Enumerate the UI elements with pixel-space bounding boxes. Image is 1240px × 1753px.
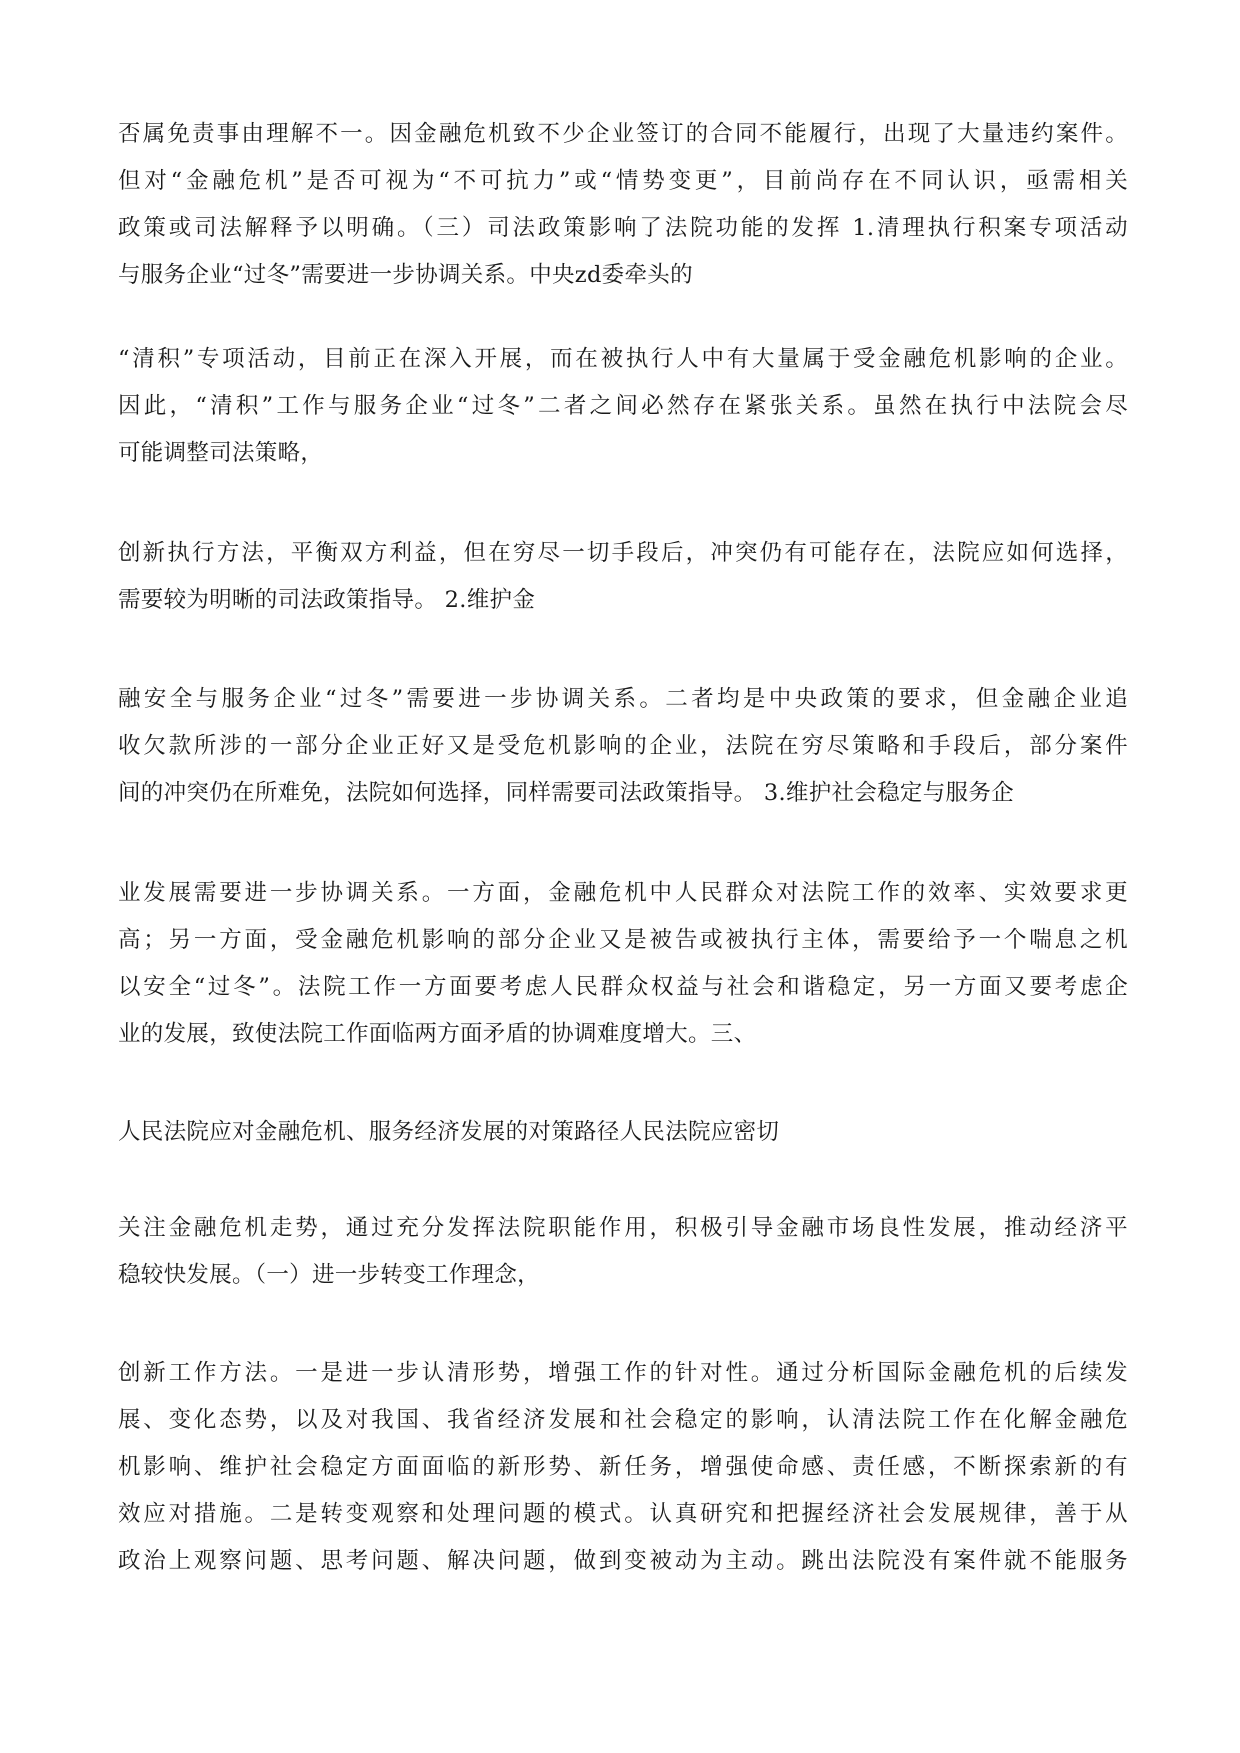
paragraph-6: [118, 1109, 1128, 1156]
text-line: “清积”专项活动，目前正在深入开展，而在被执行人中有大量属于受金融危机影响的企业。: [118, 346, 1128, 372]
paragraph-8: [118, 1350, 1128, 1585]
text-line: 展、变化态势，以及对我国、我省经济发展和社会稳定的影响，认清法院工作在化解金融危: [118, 1407, 1128, 1433]
paragraph-2: [118, 336, 1128, 477]
paragraph-7: [118, 1205, 1128, 1299]
text-line: 高；另一方面，受金融危机影响的部分企业又是被告或被执行主体，需要给予一个喘息之机: [118, 927, 1128, 953]
text-line: 关注金融危机走势，通过充分发挥法院职能作用，积极引导金融市场良性发展，推动经济平: [118, 1215, 1128, 1241]
text-line: 收欠款所涉的一部分企业正好又是受危机影响的企业，法院在穷尽策略和手段后，部分案件: [118, 733, 1128, 759]
text-line: 创新工作方法。一是进一步认清形势，增强工作的针对性。通过分析国际金融危机的后续发: [118, 1360, 1128, 1386]
text-line: 效应对措施。二是转变观察和处理问题的模式。认真研究和把握经济社会发展规律，善于从: [118, 1501, 1128, 1527]
text-line: 以安全“过冬”。法院工作一方面要考虑人民群众权益与社会和谐稳定，另一方面又要考虑企: [118, 974, 1128, 1000]
text-line: 业的发展，致使法院工作面临两方面矛盾的协调难度增大。三、: [118, 1021, 757, 1047]
text-line: 间的冲突仍在所难免，法院如何选择，同样需要司法政策指导。 3.维护社会稳定与服务企: [118, 780, 1014, 806]
text-line: 但对“金融危机”是否可视为“不可抗力”或“情势变更”，目前尚存在不同认识，亟需相关: [118, 168, 1128, 194]
paragraph-5: [118, 870, 1128, 1058]
text-line: 人民法院应对金融危机、服务经济发展的对策路径人民法院应密切: [118, 1119, 780, 1145]
text-line: 可能调整司法策略，: [118, 440, 324, 466]
text-line: 否属免责事由理解不一。因金融危机致不少企业签订的合同不能履行，出现了大量违约案件。: [118, 121, 1128, 147]
text-line: 需要较为明晰的司法政策指导。 2.维护金: [118, 587, 536, 613]
text-line: 创新执行方法，平衡双方利益，但在穷尽一切手段后，冲突仍有可能存在，法院应如何选择，: [118, 540, 1128, 566]
paragraph-3: [118, 530, 1128, 624]
paragraph-1: [118, 111, 1128, 299]
text-line: 因此，“清积”工作与服务企业“过冬”二者之间必然存在紧张关系。虽然在执行中法院会尽: [118, 393, 1128, 419]
text-line: 政策或司法解释予以明确。（三）司法政策影响了法院功能的发挥 1.清理执行积案专项活动: [118, 215, 1128, 241]
text-line: 稳较快发展。（一）进一步转变工作理念，: [118, 1262, 540, 1288]
text-line: 融安全与服务企业“过冬”需要进一步协调关系。二者均是中央政策的要求，但金融企业追: [118, 686, 1128, 712]
paragraph-4: [118, 676, 1128, 817]
text-line: 业发展需要进一步协调关系。一方面，金融危机中人民群众对法院工作的效率、实效要求更: [118, 880, 1128, 906]
text-line: 政治上观察问题、思考问题、解决问题，做到变被动为主动。跳出法院没有案件就不能服务: [118, 1548, 1128, 1574]
text-line: 与服务企业“过冬”需要进一步协调关系。中央zd委牵头的: [118, 262, 693, 288]
text-line: 机影响、维护社会稳定方面面临的新形势、新任务，增强使命感、责任感，不断探索新的有: [118, 1454, 1128, 1480]
